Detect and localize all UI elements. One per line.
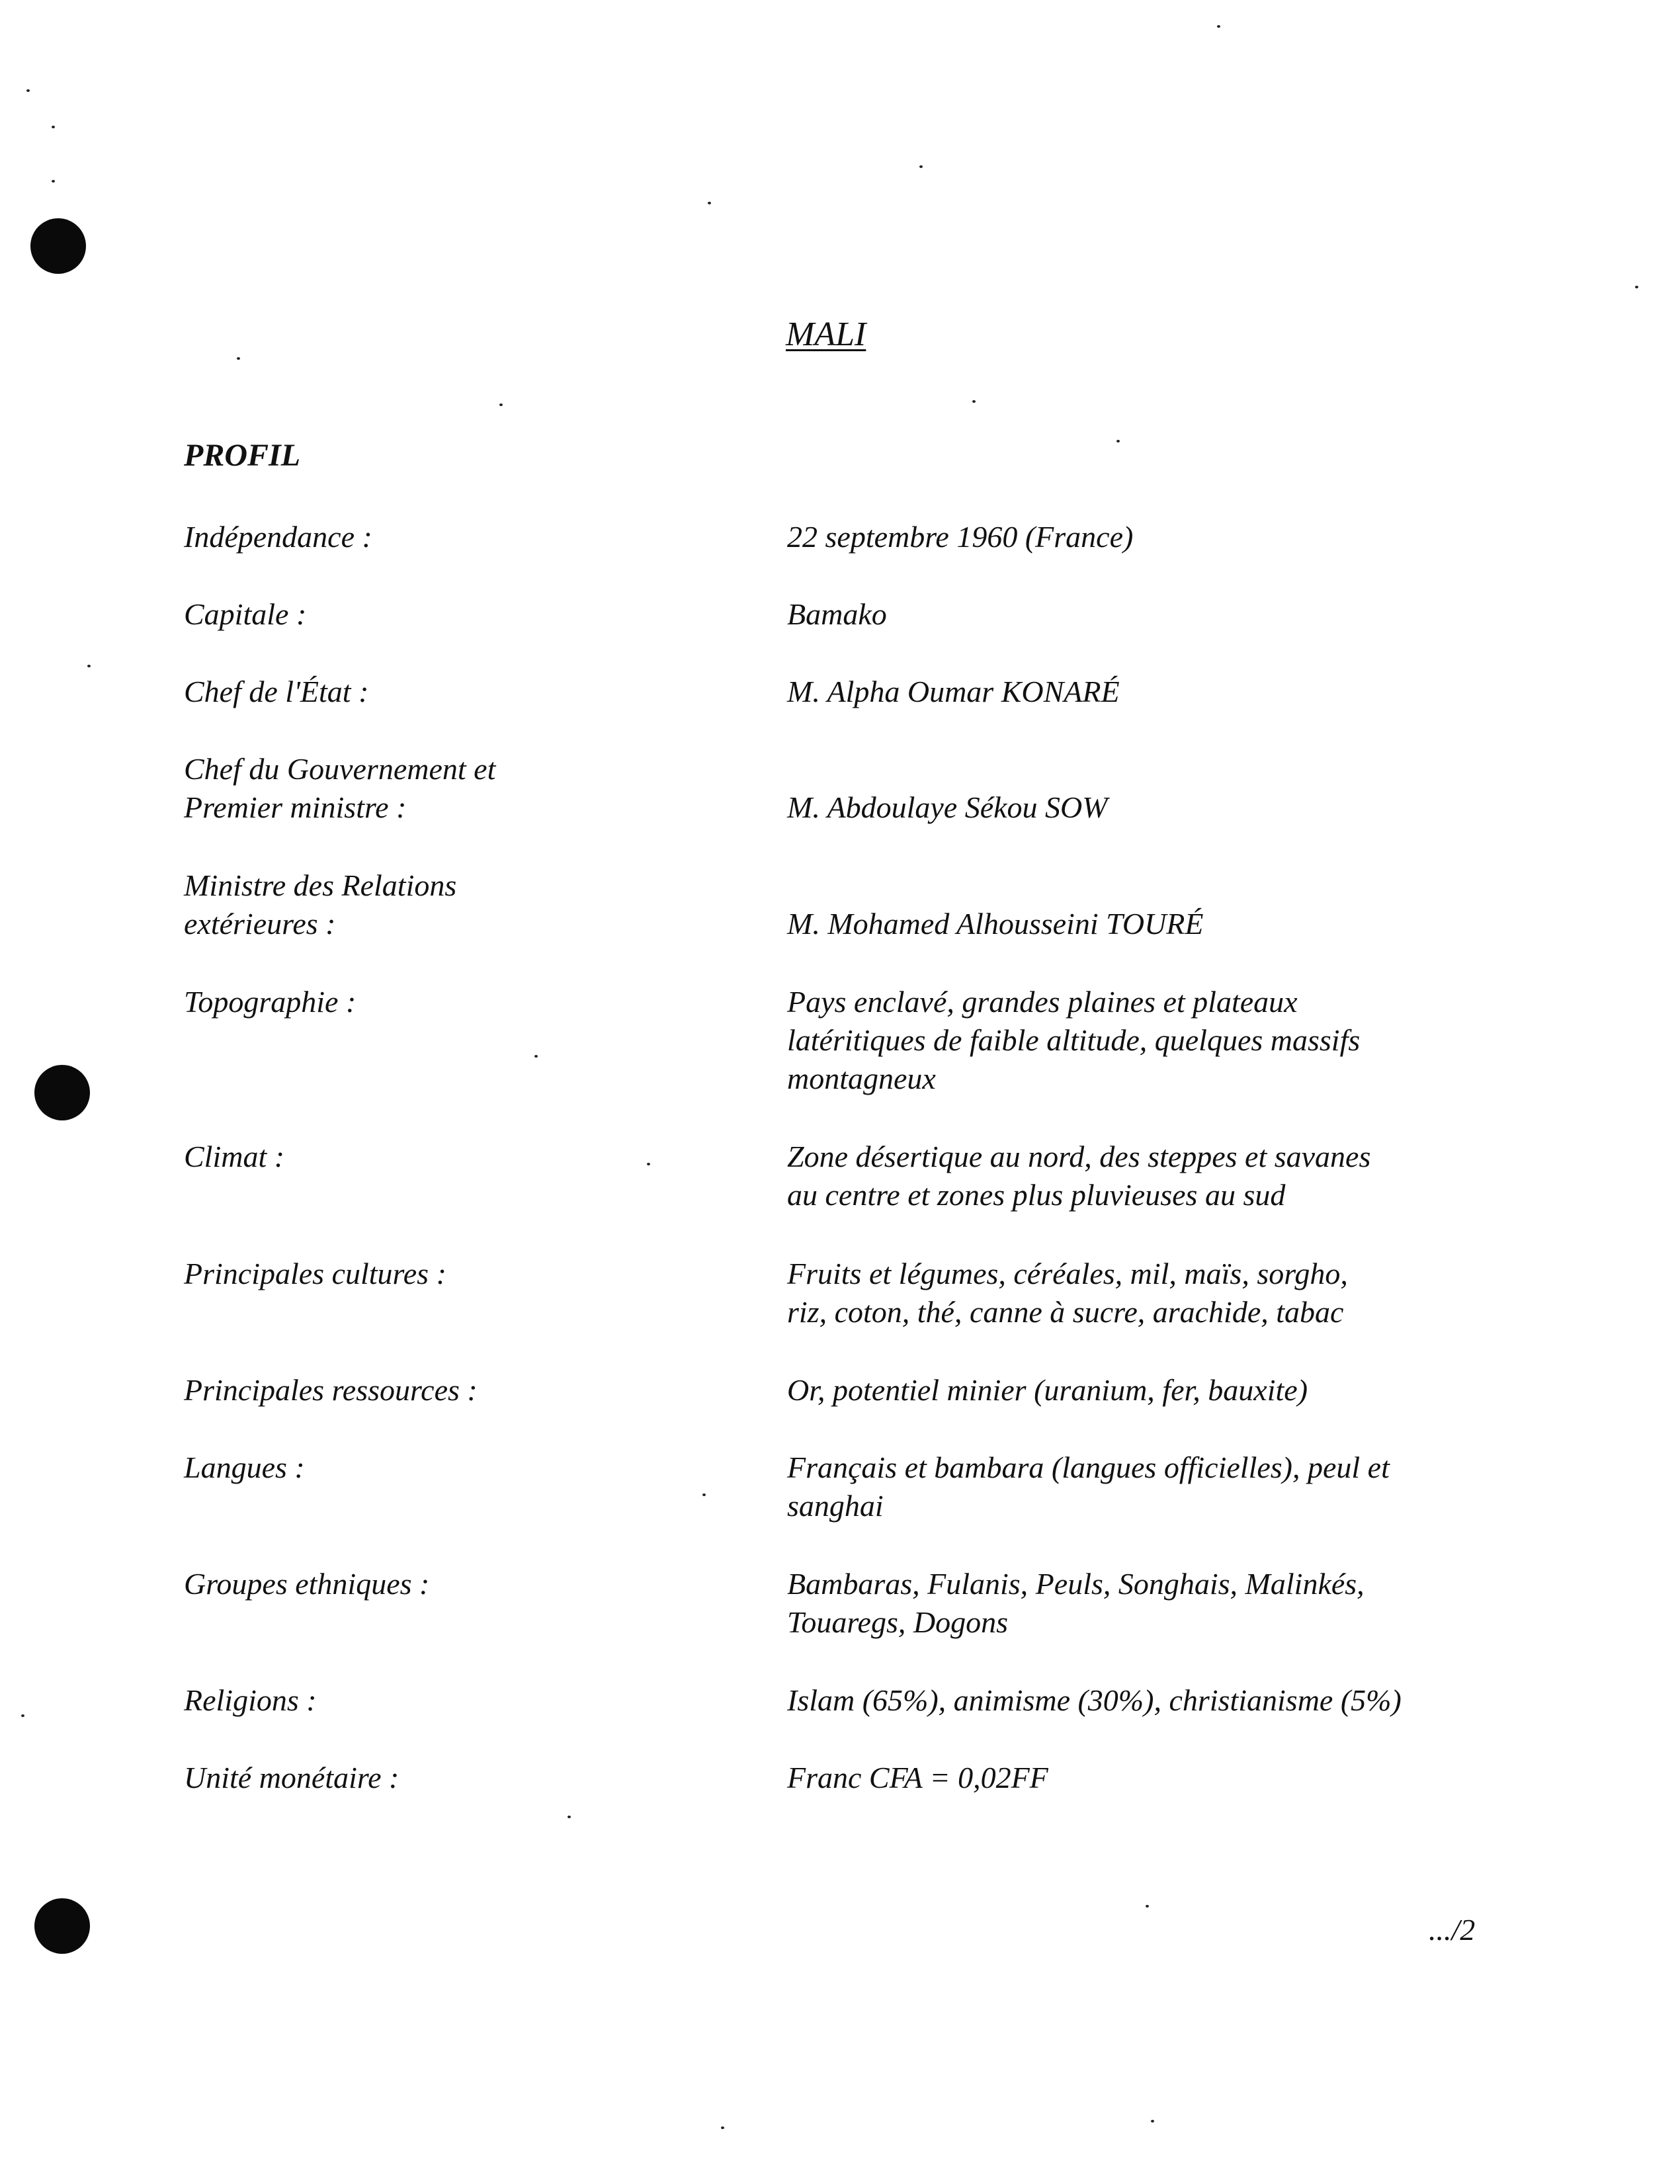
row-label: Principales ressources : xyxy=(184,1373,478,1407)
row-value: 22 septembre 1960 (France) xyxy=(787,520,1134,554)
scan-speck xyxy=(721,2126,724,2129)
scan-speck xyxy=(87,665,91,667)
row-value: Français et bambara (langues officielles), peul et sanghai xyxy=(787,1450,1390,1523)
row-label: Capitale : xyxy=(184,597,307,631)
scan-speck xyxy=(1217,25,1220,28)
scan-speck xyxy=(1116,440,1120,442)
row-value: M. Abdoulaye Sékou SOW xyxy=(787,790,1108,824)
row-value: M. Mohamed Alhousseini TOURÉ xyxy=(787,907,1204,941)
scan-speck xyxy=(26,89,30,92)
row-label: Chef du Gouvernement et Premier ministre : xyxy=(184,752,496,824)
row-value: Fruits et légumes, céréales, mil, maïs, sorgho, riz, coton, thé, canne à sucre, arachide, tabac xyxy=(787,1257,1348,1329)
row-label: Indépendance : xyxy=(184,520,372,554)
punch-hole-top xyxy=(30,218,86,274)
punch-hole-bottom xyxy=(34,1898,90,1954)
scan-speck xyxy=(21,1714,24,1717)
row-label: Ministre des Relations extérieures : xyxy=(184,868,457,941)
scan-speck xyxy=(972,400,976,403)
scan-speck xyxy=(52,180,55,183)
document-title: MALI xyxy=(786,315,866,353)
scan-speck xyxy=(237,357,240,360)
scan-speck xyxy=(702,1493,706,1496)
scan-speck xyxy=(708,202,711,204)
punch-hole-middle xyxy=(34,1065,90,1120)
row-value: Zone désertique au nord, des steppes et savanes au centre et zones plus pluvieuses au sud xyxy=(787,1140,1371,1212)
scan-speck xyxy=(1146,1905,1149,1908)
row-label: Religions : xyxy=(184,1683,317,1717)
scan-speck xyxy=(499,403,503,406)
scan-speck xyxy=(1635,286,1638,288)
scan-speck xyxy=(567,1816,571,1818)
row-value: M. Alpha Oumar KONARÉ xyxy=(787,675,1120,708)
scan-speck xyxy=(52,126,55,128)
row-value: Pays enclavé, grandes plaines et plateaux latéritiques de faible altitude, quelques massifs montagneux xyxy=(787,985,1361,1095)
row-value: Or, potentiel minier (uranium, fer, bauxite) xyxy=(787,1373,1308,1407)
page-continuation-marker: .../2 xyxy=(1429,1913,1476,1947)
scan-speck xyxy=(1151,2120,1154,2122)
row-label: Chef de l'État : xyxy=(184,675,369,708)
row-label: Climat : xyxy=(184,1140,285,1173)
row-value: Bamako xyxy=(787,597,887,631)
section-heading: PROFIL xyxy=(184,438,301,473)
row-label: Topographie : xyxy=(184,985,357,1019)
row-label: Langues : xyxy=(184,1450,305,1484)
scan-speck xyxy=(919,165,923,168)
row-value: Franc CFA = 0,02FF xyxy=(787,1761,1048,1794)
row-value: Islam (65%), animisme (30%), christianisme (5%) xyxy=(787,1683,1402,1717)
row-label: Groupes ethniques : xyxy=(184,1567,430,1601)
scan-speck xyxy=(534,1055,538,1058)
row-value: Bambaras, Fulanis, Peuls, Songhais, Malinkés, Touaregs, Dogons xyxy=(787,1567,1365,1639)
row-label: Unité monétaire : xyxy=(184,1761,399,1794)
row-label: Principales cultures : xyxy=(184,1257,446,1290)
